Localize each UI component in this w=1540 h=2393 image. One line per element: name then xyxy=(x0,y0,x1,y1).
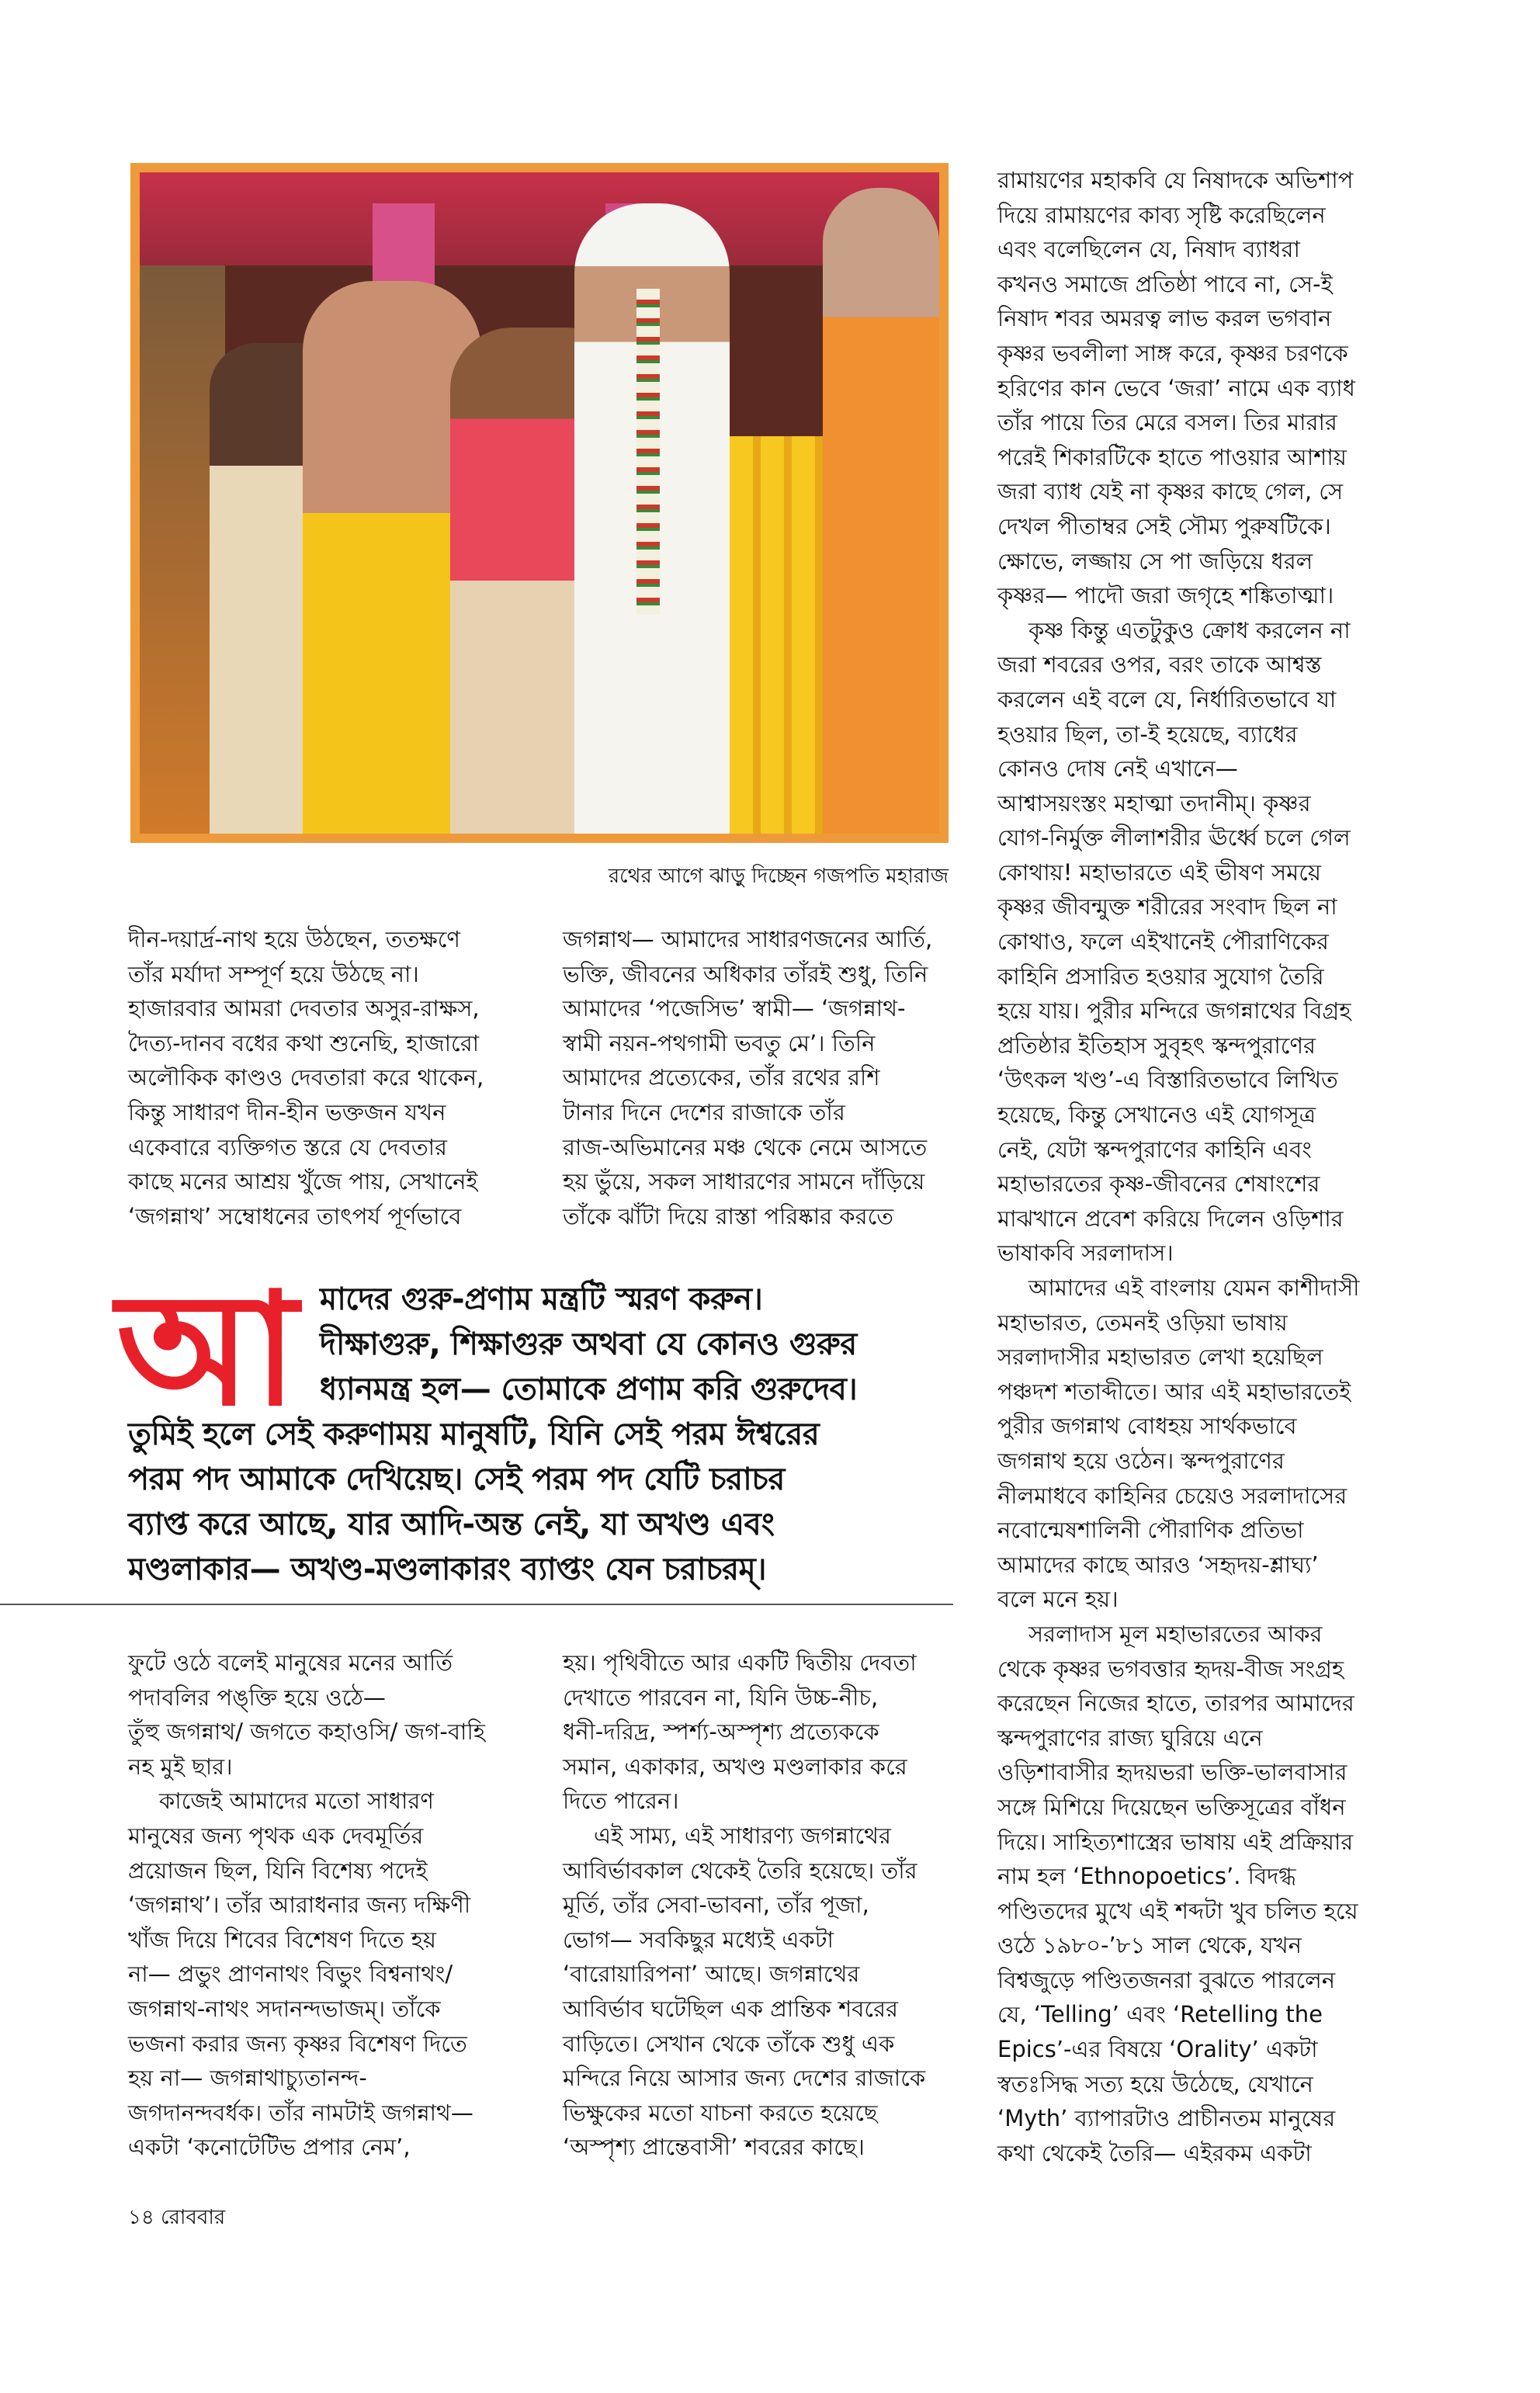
text-line: হয়। পৃথিবীতে আর একটি দ্বিতীয় দেবতা xyxy=(563,1649,917,1676)
pull-quote-line: পরম পদ আমাকে দেখিয়েছ। সেই পরম পদ যেটি চরাচর xyxy=(128,1462,785,1497)
text-line: এবং বলেছিলেন যে, নিষাদ ব্যাধরা xyxy=(997,236,1300,263)
text-line: কৃষ্ণর— পাদৌ জরা জগৃহে শঙ্কিতাত্মা। xyxy=(997,582,1334,609)
text-line: কোনও দোষ নেই এখানে— xyxy=(997,755,1238,782)
article-photo xyxy=(130,163,949,843)
text-line: রামায়ণের মহাকবি যে নিষাদকে অভিশাপ xyxy=(997,167,1354,193)
text-line: জগদানন্দবর্ধক। তাঁর নামটাই জগন্নাথ— xyxy=(128,2099,473,2126)
text-line: জরা ব্যাধ যেই না কৃষ্ণর কাছে গেল, সে xyxy=(997,478,1344,505)
text-line: সঙ্গে মিশিয়ে দিয়েছেন ভক্তিসূত্রের বাঁধন xyxy=(997,1793,1346,1820)
page-footer xyxy=(128,2201,225,2235)
text-line: ফুটে ওঠে বলেই মানুষের মনের আর্তি xyxy=(128,1649,453,1676)
text-line: সমান, একাকার, অখণ্ড মণ্ডলাকার করে xyxy=(563,1753,907,1780)
pull-quote-line: তুমিই হলে সেই করুণাময় মানুষটি, যিনি সেই পরম ঈশ্বরের xyxy=(128,1417,820,1452)
text-line: আমাদের প্রত্যেকের, তাঁর রথের রশি xyxy=(563,1064,880,1091)
text-line: জরা শবরের ওপর, বরং তাকে আশ্বস্ত xyxy=(997,651,1322,678)
text-line: নিষাদ শবর অমরত্ব লাভ করল ভগবান xyxy=(997,305,1332,332)
text-line: ‘বারোয়ারিপনা’ আছে। জগন্নাথের xyxy=(563,1961,860,1988)
text-line: ‘জগন্নাথ’ সম্বোধনের তাৎপর্য পূর্ণভাবে xyxy=(128,1202,462,1229)
section-divider xyxy=(0,1604,953,1605)
text-line: তাঁর মর্যাদা সম্পূর্ণ হয়ে উঠছে না। xyxy=(128,960,419,987)
text-line: আমাদের এই বাংলায় যেমন কাশীদাসী xyxy=(1028,1275,1360,1301)
text-line: নীলমাধবে কাহিনির চেয়েও সরলাদাসের xyxy=(997,1482,1348,1509)
text-line: আশ্বাসয়ংস্তং মহাত্মা তদানীম্। কৃষ্ণর xyxy=(997,789,1311,817)
text-line: তাঁর পায়ে তির মেরে বসল। তির মারার xyxy=(997,409,1337,436)
column-bottom-middle xyxy=(563,1646,966,2165)
text-line: ‘উৎকল খণ্ড’-এ বিস্তারিতভাবে লিখিত xyxy=(997,1066,1338,1094)
text-line: একেবারে ব্যক্তিগত স্তরে যে দেবতার xyxy=(128,1133,448,1160)
text-line: দৈত্য-দানব বধের কথা শুনেছি, হাজারো xyxy=(128,1029,480,1056)
text-line: মূর্তি, তাঁর সেবা-ভাবনা, তাঁর পূজা, xyxy=(563,1892,869,1919)
text-line: হরিণের কান ভেবে ‘জরা’ নামে এক ব্যাধ xyxy=(997,374,1355,401)
text-line: ওঠে ১৯৮০-’৮১ সাল থেকে, যখন xyxy=(997,1932,1302,1959)
text-line: জগন্নাথ— আমাদের সাধারণজনের আর্তি, xyxy=(563,926,933,952)
text-line: ভক্তি, জীবনের অধিকার তাঁরই শুধু, তিনি xyxy=(563,960,928,987)
text-line: স্বতঃসিদ্ধ সত্য হয়ে উঠেছে, যেখানে xyxy=(997,2070,1313,2097)
text-line: আবির্ভাব ঘটেছিল এক প্রান্তিক শবরের xyxy=(563,1995,898,2022)
text-line: পণ্ডিতদের মুখে এই শব্দটা খুব চলিত হয়ে xyxy=(997,1897,1358,1924)
photo-caption: রথের আগে ঝাড়ু দিচ্ছেন গজপতি মহারাজ xyxy=(608,865,949,888)
text-line: নবোন্মেষশালিনী পৌরাণিক প্রতিভা xyxy=(997,1517,1304,1544)
text-line: পরেই শিকারটিকে হাতে পাওয়ার আশায় xyxy=(997,443,1347,470)
text-line: সরলাদাসীর মহাভারত লেখা হয়েছিল xyxy=(997,1344,1323,1371)
text-line: কোথায়! মহাভারতে এই ভীষণ সময়ে xyxy=(997,858,1321,886)
text-line: পঞ্চদশ শতাব্দীতে। আর এই মহাভারতেই xyxy=(997,1378,1351,1405)
text-line: এই সাম্য, এই সাধারণ্য জগন্নাথের xyxy=(594,1822,891,1849)
text-line: যোগ-নির্মুক্ত লীলাশরীর ঊর্ধ্বে চলে গেল xyxy=(997,824,1351,851)
text-line: ‘Myth’ ব্যাপারটাও প্রাচীনতম মানুষের xyxy=(997,2105,1336,2132)
photo-garland xyxy=(636,289,660,615)
text-line: ক্ষোভে, লজ্জায় সে পা জড়িয়ে ধরল xyxy=(997,547,1313,574)
text-line: বলে মনে হয়। xyxy=(997,1586,1119,1613)
text-line: কথা থেকেই তৈরি— এইরকম একটা xyxy=(997,2139,1312,2166)
text-line: দিয়ে রামায়ণের কাব্য সৃষ্টি করেছিলেন xyxy=(997,201,1326,228)
text-line: ধনী-দরিদ্র, স্পর্শ্য-অস্পৃশ্য প্রত্যেককে xyxy=(563,1718,879,1746)
text-line: হয়ে যায়। পুরীর মন্দিরে জগন্নাথের বিগ্রহ xyxy=(997,997,1351,1025)
pull-quote-line: দীক্ষাগুরু, শিক্ষাগুরু অথবা যে কোনও গুরুর xyxy=(320,1327,857,1362)
text-line: দীন-দয়ার্দ্র-নাথ হয়ে উঠছেন, ততক্ষণে xyxy=(128,926,460,952)
text-line: কাছে মনের আশ্রয় খুঁজে পায়, সেখানেই xyxy=(128,1168,478,1195)
text-line: দিয়ে। সাহিত্যশাস্ত্রের ভাষায় এই প্রক্রিয়ার xyxy=(997,1828,1354,1855)
text-line: নেই, যেটা স্কন্দপুরাণের কাহিনি এবং xyxy=(997,1136,1312,1163)
text-line: টানার দিনে দেশের রাজাকে তাঁর xyxy=(563,1098,845,1125)
text-line: অলৌকিক কাণ্ডও দেবতারা করে থাকেন, xyxy=(128,1064,484,1091)
text-line: ওড়িশাবাসীর হৃদয়ভরা ভক্তি-ভালবাসার xyxy=(997,1759,1348,1786)
text-line: মানুষের জন্য পৃথক এক দেবমূর্তির xyxy=(128,1822,424,1849)
text-line: হয় না— জগন্নাথাচ্যুতানন্দ- xyxy=(128,2065,367,2092)
column-bottom-left xyxy=(128,1646,532,2165)
text-line: দিতে পারেন। xyxy=(563,1788,679,1815)
column-top-left xyxy=(128,922,532,1233)
publication-name: রোববার xyxy=(161,2206,226,2229)
text-line: হওয়ার ছিল, তা-ই হয়েছে, ব্যাধের xyxy=(997,720,1298,747)
text-line: দেখল পীতাম্বর সেই সৌম্য পুরুষটিকে। xyxy=(997,512,1331,539)
text-line: তাঁকে ঝাঁটা দিয়ে রাস্তা পরিষ্কার করতে xyxy=(563,1202,893,1229)
text-line: সরলাদাস মূল মহাভারতের আকর xyxy=(1028,1620,1323,1647)
text-line: রাজ-অভিমানের মঞ্চ থেকে নেমে আসতে xyxy=(563,1133,928,1160)
text-line: কৃষ্ণর জীবন্মুক্ত শরীরের সংবাদ ছিল না xyxy=(997,893,1337,921)
text-line: জগন্নাথ-নাথং সদানন্দভাজম্। তাঁকে xyxy=(128,1995,441,2022)
text-line: করলেন এই বলে যে, নির্ধারিতভাবে যা xyxy=(997,685,1337,713)
text-line: ভাষাকবি সরলাদাস। xyxy=(997,1240,1174,1267)
drop-cap: আ xyxy=(116,1260,298,1441)
text-line: কৃষ্ণর ভবলীলা সাঙ্গ করে, কৃষ্ণর চরণকে xyxy=(997,339,1348,366)
text-line: আবির্ভাবকাল থেকেই তৈরি হয়েছে। তাঁর xyxy=(563,1857,917,1884)
pull-quote-line: ধ্যানমন্ত্র হল— তোমাকে প্রণাম করি গুরুদেব। xyxy=(320,1372,858,1407)
text-line: আমাদের কাছে আরও ‘সহৃদয়-শ্লাঘ্য’ xyxy=(997,1551,1319,1578)
text-line: হয় ভুঁয়ে, সকল সাধারণের সামনে দাঁড়িয়ে xyxy=(563,1168,925,1195)
text-line: কাহিনি প্রসারিত হওয়ার সুযোগ তৈরি xyxy=(997,962,1324,990)
text-line: পুরীর জগন্নাথ বোধহয় সার্থকভাবে xyxy=(997,1413,1297,1440)
pull-quote-line: ব্যাপ্ত করে আছে, যার আদি-অন্ত নেই, যা অখণ্ড এবং xyxy=(128,1507,775,1542)
text-line: যে, ‘Telling’ এবং ‘Retelling the xyxy=(997,2001,1323,2028)
text-line: ভজনা করার জন্য কৃষ্ণর বিশেষণ দিতে xyxy=(128,2030,467,2057)
text-line: হয়েছে, কিন্তু সেখানেও এই যোগসূত্র xyxy=(997,1101,1316,1129)
text-line: জগন্নাথ হয়ে ওঠেন। স্কন্দপুরাণের xyxy=(997,1447,1285,1474)
photo-canopy xyxy=(140,172,939,265)
text-line: প্রয়োজন ছিল, যিনি বিশেষ্য পদেই xyxy=(128,1857,428,1884)
text-line: ‘জগন্নাথ’। তাঁর আরাধনার জন্য দক্ষিণী xyxy=(128,1892,471,1919)
column-right xyxy=(997,163,1401,2170)
text-line: না— প্রভুং প্রাণনাথং বিভুং বিশ্বনাথং/ xyxy=(128,1961,453,1988)
text-line: বিশ্বজুড়ে পণ্ডিতজনরা বুঝতে পারলেন xyxy=(997,1966,1336,1993)
text-line: দেখাতে পারবেন না, যিনি উচ্চ-নীচ, xyxy=(563,1684,879,1711)
text-line: নাম হল ‘Ethnopoetics’. বিদগ্ধ xyxy=(997,1863,1296,1890)
text-line: মাঝখানে প্রবেশ করিয়ে দিলেন ওড়িশার xyxy=(997,1205,1344,1232)
text-line: খাঁজ দিয়ে শিবের বিশেষণ দিতে হয় xyxy=(128,1926,436,1953)
pull-quote-line: মণ্ডলাকার— অখণ্ড-মণ্ডলাকারং ব্যাপ্তং যেন চরাচরম্। xyxy=(128,1552,767,1587)
text-line: ভোগ— সবকিছুর মধ্যেই একটা xyxy=(563,1926,834,1953)
text-line: স্কন্দপুরাণের রাজ্য ঘুরিয়ে এনে xyxy=(997,1724,1263,1751)
text-line: পদাবলির পঙ্‌ক্তি হয়ে ওঠে— xyxy=(128,1684,386,1711)
text-line: কোথাও, ফলে এইখানেই পৌরাণিকের xyxy=(997,928,1329,955)
text-line: প্রতিষ্ঠার ইতিহাস সুবৃহৎ স্কন্দপুরাণের xyxy=(997,1032,1316,1059)
text-line: মহাভারতের কৃষ্ণ-জীবনের শেষাংশের xyxy=(997,1170,1320,1198)
text-line: ভিক্ষুকের মতো যাচনা করতে হয়েছে xyxy=(563,2099,878,2126)
page-number: ১৪ xyxy=(128,2206,154,2229)
text-line: করেছেন নিজের হাতে, তারপর আমাদের xyxy=(997,1690,1354,1717)
column-top-middle xyxy=(563,922,966,1233)
text-line: মহাভারত, তেমনই ওড়িয়া ভাষায় xyxy=(997,1309,1288,1336)
text-line: মন্দিরে নিয়ে আসার জন্য দেশের রাজাকে xyxy=(563,2065,926,2092)
text-line: স্বামী নয়ন-পথগামী ভবতু মে’। তিনি xyxy=(563,1029,876,1056)
text-line: কখনও সমাজে প্রতিষ্ঠা পাবে না, সে-ই xyxy=(997,270,1333,297)
text-line: বাড়িতে। সেখান থেকে তাঁকে শুধু এক xyxy=(563,2030,895,2057)
text-line: Epics’-এর বিষয়ে ‘Orality’ একটা xyxy=(997,2036,1318,2063)
text-line: তুঁহু জগন্নাথ/ জগতে কহাওসি/ জগ-বাহি xyxy=(128,1718,485,1746)
text-line: কিন্তু সাধারণ দীন-হীন ভক্তজন যখন xyxy=(128,1098,446,1125)
text-line: হাজারবার আমরা দেবতার অসুর-রাক্ষস, xyxy=(128,995,480,1022)
text-line: আমাদের ‘পজেসিভ’ স্বামী— ‘জগন্নাথ- xyxy=(563,995,906,1022)
text-line: একটা ‘কনোটেটিভ প্রপার নেম’, xyxy=(128,2134,411,2161)
text-line: ‘অস্পৃশ্য প্রান্তেবাসী’ শবরের কাছে। xyxy=(563,2134,865,2161)
text-line: থেকে কৃষ্ণর ভগবত্তার হৃদয়-বীজ সংগ্রহ xyxy=(997,1655,1344,1682)
text-line: কৃষ্ণ কিন্তু এতটুকুও ক্রোধ করলেন না xyxy=(1028,616,1351,643)
pull-quote-line: মাদের গুরু-প্রণাম মন্ত্রটি স্মরণ করুন। xyxy=(320,1281,763,1317)
photo-figure-orange xyxy=(823,188,939,834)
text-line: কাজেই আমাদের মতো সাধারণ xyxy=(159,1788,434,1815)
text-line: নহ মুই ছার। xyxy=(128,1753,233,1780)
